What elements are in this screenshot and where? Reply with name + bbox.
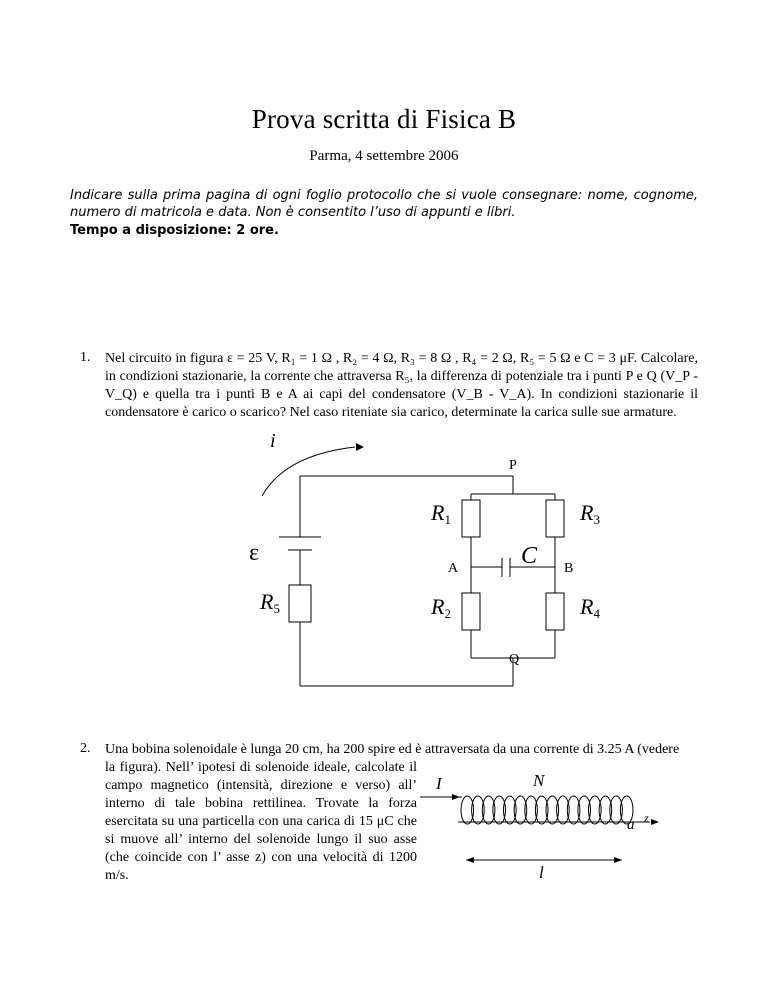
instructions-text: Indicare sulla prima pagina di ogni foglio protocollo che si vuole consegnare: nome, cognome, numero di matricola e data. Non è consentito l’uso di appunti e libri. xyxy=(70,188,698,220)
solenoid-current-label: I xyxy=(436,774,442,793)
turns-label: N xyxy=(533,771,545,790)
r5-label: R5 xyxy=(260,589,280,616)
problem-2-text-first-line: Una bobina solenoidale è lunga 20 cm, ha 200 spire ed è attraversata da una corrente di 3.25 A (vedere xyxy=(105,742,680,757)
problem-2-text: la figura). Nell’ ipotesi di solenoide ideale, calcolate il campo magnetico (intensità, direzione e verso) all’ interno di tale bobina rettilinea. Trovate la forza esercitata su una particella con una carica di 15 μC che si muove all’ interno del solenoide lungo il suo asse (che coincide con l’ asse z) con una velocità di 1200 m/s. xyxy=(105,760,417,883)
node-b-label: B xyxy=(564,561,574,576)
r3-label: R3 xyxy=(580,500,600,527)
solenoid-coils xyxy=(461,796,633,824)
point-a-label: a xyxy=(627,817,635,833)
current-arrow-head xyxy=(452,794,460,800)
emf-label: ε xyxy=(249,540,260,566)
exam-date: Parma, 4 settembre 2006 xyxy=(309,148,459,164)
problem-1-number: 1. xyxy=(80,350,91,365)
r4-label: R4 xyxy=(580,594,600,621)
node-a-label: A xyxy=(448,561,459,576)
r2-label: R2 xyxy=(431,594,451,621)
node-p-label: P xyxy=(509,458,517,473)
problem-2-number: 2. xyxy=(80,741,91,756)
capacitor-label: C xyxy=(521,543,538,569)
r1-label: R1 xyxy=(431,500,451,527)
length-label: l xyxy=(539,863,544,882)
current-label: i xyxy=(270,430,276,452)
time-limit: Tempo a disposizione: 2 ore. xyxy=(70,223,279,238)
z-axis-label: z xyxy=(644,811,649,825)
page-title: Prova scritta di Fisica B xyxy=(251,104,517,134)
node-q-label: Q xyxy=(509,652,520,667)
problem-1-text: Nel circuito in figura ε = 25 V, R₁ = 1 Ω , R₂ = 4 Ω, R₃ = 8 Ω , R₄ = 2 Ω, R₅ = 5 Ω e C = 3 μF. Calcolare, in condizioni stazionarie, la corrente che attraversa R₅, la differenza di potenziale tra i punti P e Q (V_P - V_Q) e quella tra i punti B e A ai capi del condensatore (V_B - V_A). In condizioni stazionarie il condensatore è carico o scarico? Nel caso riteniate sia carico, determinate la carica sulle sue armature. xyxy=(105,351,698,420)
